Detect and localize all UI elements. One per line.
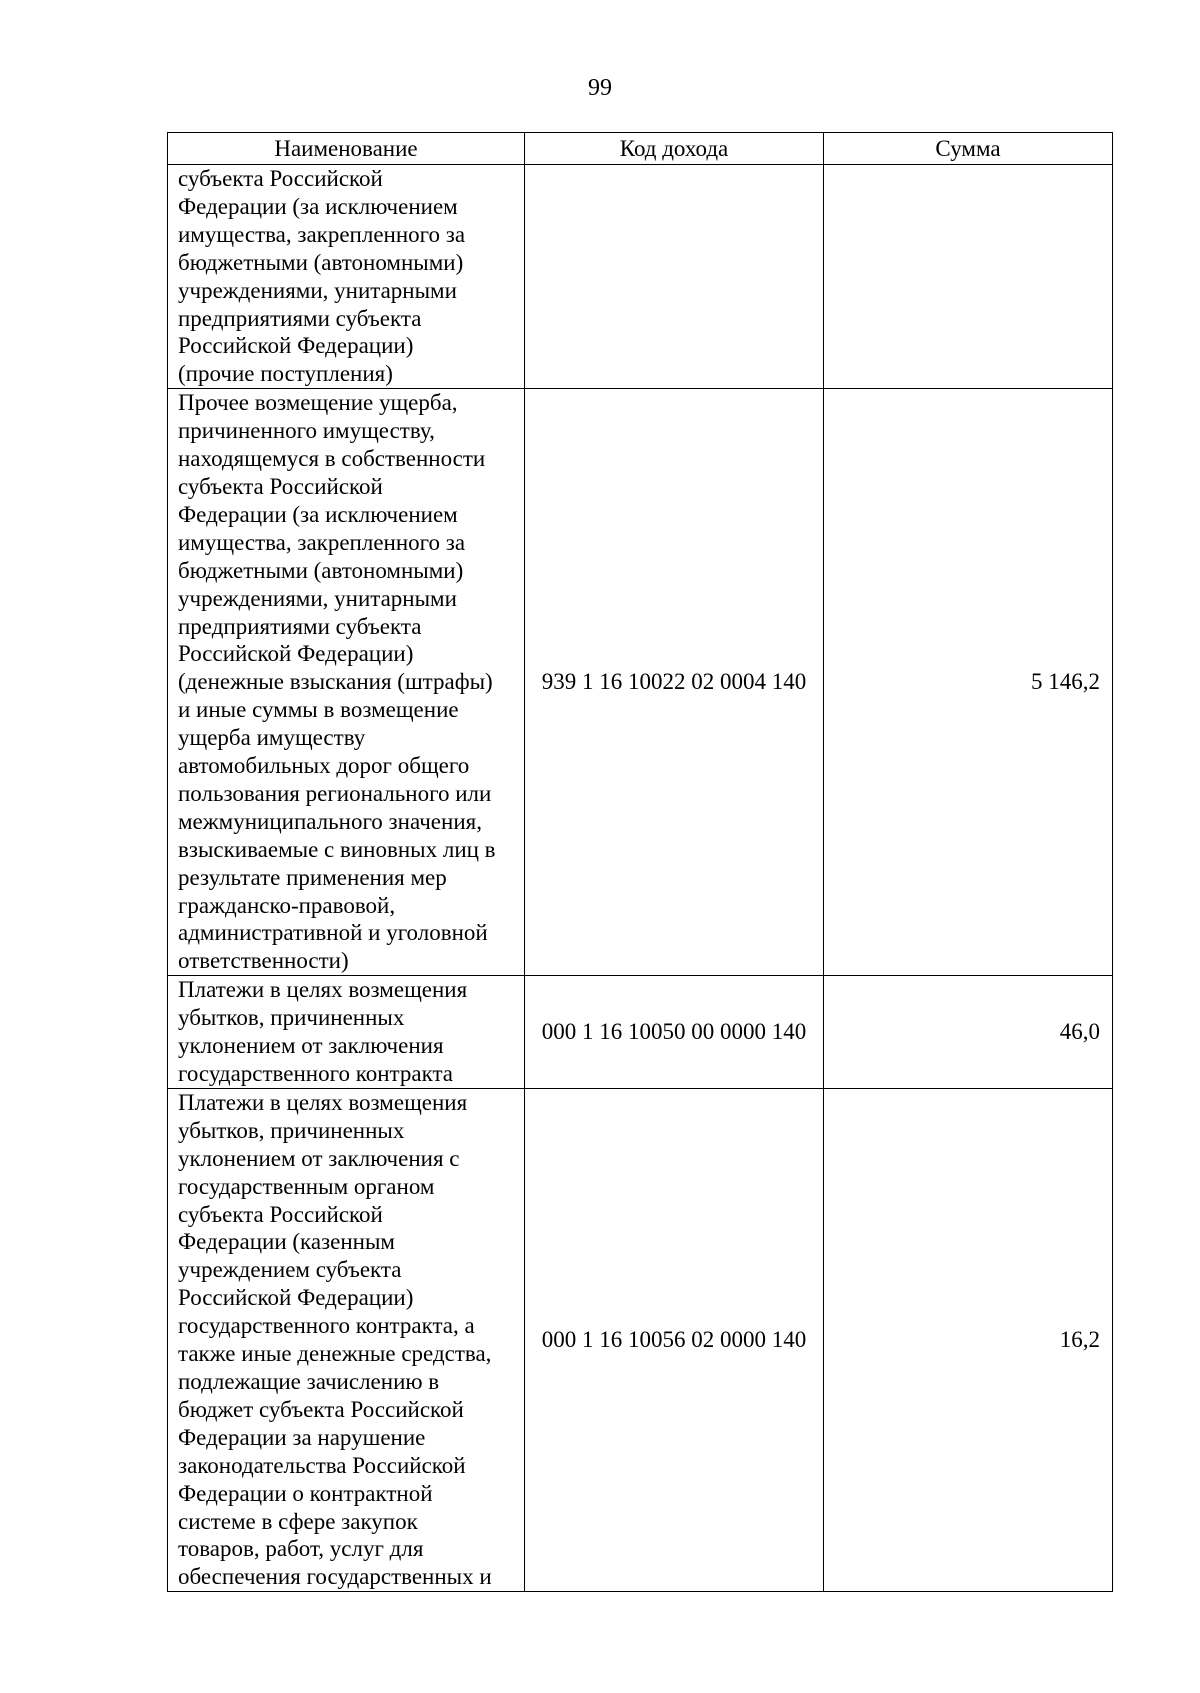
table-row (168, 976, 1113, 1089)
row-code-cell: 000 1 16 10056 02 0000 140 (525, 1088, 824, 1591)
row-sum-cell: 16,2 (824, 1088, 1113, 1591)
row-code-cell (525, 165, 824, 389)
row-name-cell: Платежи в целях возмещения убытков, причиненных уклонением от заключения с государственным органом субъекта Российской Федерации (казенным учреждением субъекта Российской Федерации) государственного контракта, а также иные денежные средства, подлежащие зачислению в бюджет субъекта Российской Федерации за нарушение законодательства Российской Федерации о контрактной системе в сфере закупок товаров, работ, услуг для обеспечения государственных и (168, 1088, 525, 1591)
header-name: Наименование (168, 133, 525, 165)
table-row (168, 1088, 1113, 1591)
table-row (168, 389, 1113, 976)
row-code-cell: 939 1 16 10022 02 0004 140 (525, 389, 824, 976)
row-name-cell: Прочее возмещение ущерба, причиненного имуществу, находящемуся в собственности субъекта Российской Федерации (за исключением имущества, закрепленного за бюджетными (автономными) учреждениями, унитарными предприятиями субъекта Российской Федерации) (денежные взыскания (штрафы) и иные суммы в возмещение ущерба имуществу автомобильных дорог общего пользования регионального или межмуниципального значения, взыскиваемые с виновных лиц в результате применения мер гражданско-правовой, административной и уголовной ответственности) (168, 389, 525, 976)
table-body (168, 165, 1113, 1592)
row-sum-cell: 5 146,2 (824, 389, 1113, 976)
table-row (168, 165, 1113, 389)
row-name-cell: субъекта Российской Федерации (за исключением имущества, закрепленного за бюджетными (автономными) учреждениями, унитарными предприятиями субъекта Российской Федерации) (прочие поступления) (168, 165, 525, 389)
row-name-cell: Платежи в целях возмещения убытков, причиненных уклонением от заключения государственного контракта (168, 976, 525, 1089)
page-number: 99 (588, 75, 612, 101)
row-sum-cell: 46,0 (824, 976, 1113, 1089)
header-row (168, 133, 1113, 165)
row-code-cell: 000 1 16 10050 00 0000 140 (525, 976, 824, 1089)
table-header (168, 133, 1113, 165)
header-code: Код дохода (525, 133, 824, 165)
row-sum-cell (824, 165, 1113, 389)
header-sum: Сумма (824, 133, 1113, 165)
revenue-table (167, 132, 1113, 1592)
